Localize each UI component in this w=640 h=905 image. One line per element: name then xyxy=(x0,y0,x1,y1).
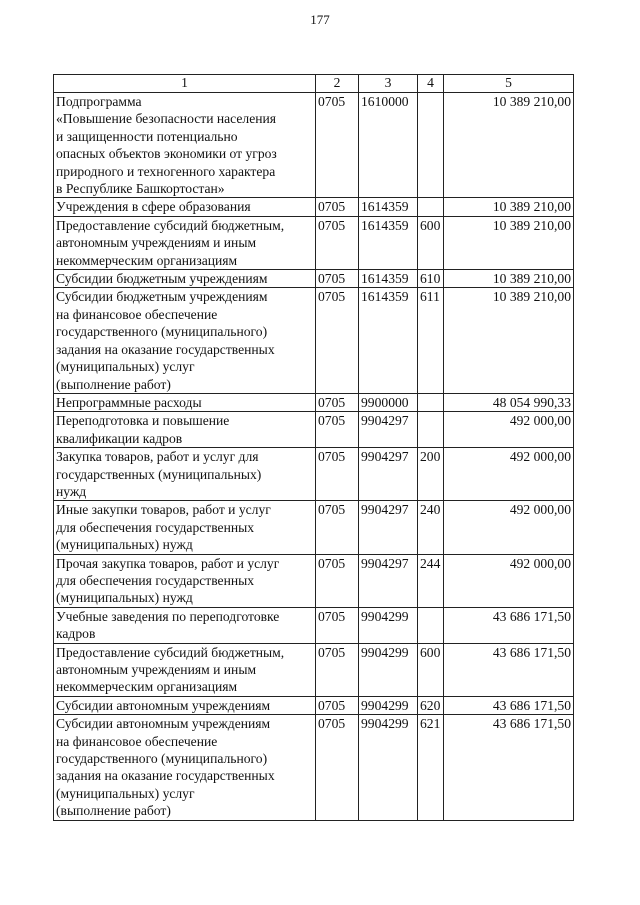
row-section-cell: 0705 xyxy=(316,288,359,393)
row-expense-type-cell xyxy=(418,607,444,643)
row-name-cell: Учебные заведения по переподготовке кадров xyxy=(54,607,316,643)
row-section-cell: 0705 xyxy=(316,198,359,216)
row-expense-type-cell: 244 xyxy=(418,554,444,607)
header-cell-expense-type: 4 xyxy=(418,75,444,93)
row-amount-cell: 10 389 210,00 xyxy=(444,270,574,288)
row-amount-cell: 492 000,00 xyxy=(444,554,574,607)
row-section-cell: 0705 xyxy=(316,448,359,501)
row-name-cell: Предоставление субсидий бюджетным, автономным учреждениям и иным некоммерческим организациям xyxy=(54,643,316,696)
row-expense-type-cell xyxy=(418,393,444,411)
row-expense-type-cell xyxy=(418,412,444,448)
row-name-cell: Субсидии бюджетным учреждениям на финансовое обеспечение государственного (муниципального) задания на оказание государственных (муниципальных) услуг (выполнение работ) xyxy=(54,288,316,393)
row-expense-type-cell: 600 xyxy=(418,216,444,269)
row-target-cell: 9904297 xyxy=(359,554,418,607)
row-target-cell: 9904297 xyxy=(359,412,418,448)
row-name-cell: Субсидии автономным учреждениям xyxy=(54,696,316,714)
row-expense-type-cell: 611 xyxy=(418,288,444,393)
table-row xyxy=(54,216,574,269)
header-cell-section: 2 xyxy=(316,75,359,93)
row-expense-type-cell: 240 xyxy=(418,501,444,554)
row-amount-cell: 492 000,00 xyxy=(444,412,574,448)
row-section-cell: 0705 xyxy=(316,554,359,607)
row-name-cell: Переподготовка и повышение квалификации кадров xyxy=(54,412,316,448)
row-name-cell: Учреждения в сфере образования xyxy=(54,198,316,216)
table-row xyxy=(54,607,574,643)
row-section-cell: 0705 xyxy=(316,270,359,288)
table-row xyxy=(54,448,574,501)
header-cell-name: 1 xyxy=(54,75,316,93)
row-section-cell: 0705 xyxy=(316,93,359,198)
row-target-cell: 1614359 xyxy=(359,198,418,216)
row-amount-cell: 43 686 171,50 xyxy=(444,715,574,820)
row-amount-cell: 492 000,00 xyxy=(444,448,574,501)
row-amount-cell: 10 389 210,00 xyxy=(444,288,574,393)
row-target-cell: 1610000 xyxy=(359,93,418,198)
row-expense-type-cell: 200 xyxy=(418,448,444,501)
row-expense-type-cell: 621 xyxy=(418,715,444,820)
row-section-cell: 0705 xyxy=(316,393,359,411)
row-target-cell: 1614359 xyxy=(359,270,418,288)
table-row xyxy=(54,393,574,411)
row-name-cell: Закупка товаров, работ и услуг для государственных (муниципальных) нужд xyxy=(54,448,316,501)
row-expense-type-cell: 600 xyxy=(418,643,444,696)
table-row xyxy=(54,198,574,216)
row-expense-type-cell xyxy=(418,198,444,216)
table-row xyxy=(54,501,574,554)
row-expense-type-cell xyxy=(418,93,444,198)
row-amount-cell: 43 686 171,50 xyxy=(444,643,574,696)
row-name-cell: Иные закупки товаров, работ и услуг для обеспечения государственных (муниципальных) нужд xyxy=(54,501,316,554)
row-name-cell: Субсидии бюджетным учреждениям xyxy=(54,270,316,288)
budget-table xyxy=(53,74,574,821)
table-row xyxy=(54,696,574,714)
table-row xyxy=(54,288,574,393)
row-amount-cell: 492 000,00 xyxy=(444,501,574,554)
row-section-cell: 0705 xyxy=(316,412,359,448)
row-target-cell: 9904299 xyxy=(359,715,418,820)
row-section-cell: 0705 xyxy=(316,715,359,820)
row-target-cell: 9904299 xyxy=(359,643,418,696)
row-amount-cell: 48 054 990,33 xyxy=(444,393,574,411)
row-name-cell: Прочая закупка товаров, работ и услуг для обеспечения государственных (муниципальных) нужд xyxy=(54,554,316,607)
table-row xyxy=(54,270,574,288)
row-amount-cell: 10 389 210,00 xyxy=(444,216,574,269)
row-name-cell: Непрограммные расходы xyxy=(54,393,316,411)
row-target-cell: 9904299 xyxy=(359,696,418,714)
row-name-cell: Субсидии автономным учреждениям на финансовое обеспечение государственного (муниципального) задания на оказание государственных (муниципальных) услуг (выполнение работ) xyxy=(54,715,316,820)
row-target-cell: 9904297 xyxy=(359,501,418,554)
row-section-cell: 0705 xyxy=(316,216,359,269)
row-section-cell: 0705 xyxy=(316,643,359,696)
header-row xyxy=(54,75,574,93)
table-row xyxy=(54,715,574,820)
row-name-cell: Предоставление субсидий бюджетным, автономным учреждениям и иным некоммерческим организациям xyxy=(54,216,316,269)
page-number: 177 xyxy=(310,12,330,27)
row-section-cell: 0705 xyxy=(316,696,359,714)
header-cell-amount: 5 xyxy=(444,75,574,93)
row-target-cell: 9904297 xyxy=(359,448,418,501)
row-amount-cell: 43 686 171,50 xyxy=(444,607,574,643)
row-target-cell: 1614359 xyxy=(359,288,418,393)
row-expense-type-cell: 620 xyxy=(418,696,444,714)
table-row xyxy=(54,93,574,198)
row-section-cell: 0705 xyxy=(316,501,359,554)
row-amount-cell: 10 389 210,00 xyxy=(444,93,574,198)
header-cell-target: 3 xyxy=(359,75,418,93)
row-target-cell: 9904299 xyxy=(359,607,418,643)
row-section-cell: 0705 xyxy=(316,607,359,643)
row-name-cell: Подпрограмма «Повышение безопасности населения и защищенности потенциально опасных объектов экономики от угроз природного и техногенного характера в Республике Башкортостан» xyxy=(54,93,316,198)
row-expense-type-cell: 610 xyxy=(418,270,444,288)
row-amount-cell: 10 389 210,00 xyxy=(444,198,574,216)
table-row xyxy=(54,412,574,448)
row-amount-cell: 43 686 171,50 xyxy=(444,696,574,714)
row-target-cell: 1614359 xyxy=(359,216,418,269)
table-row xyxy=(54,554,574,607)
table-row xyxy=(54,643,574,696)
row-target-cell: 9900000 xyxy=(359,393,418,411)
